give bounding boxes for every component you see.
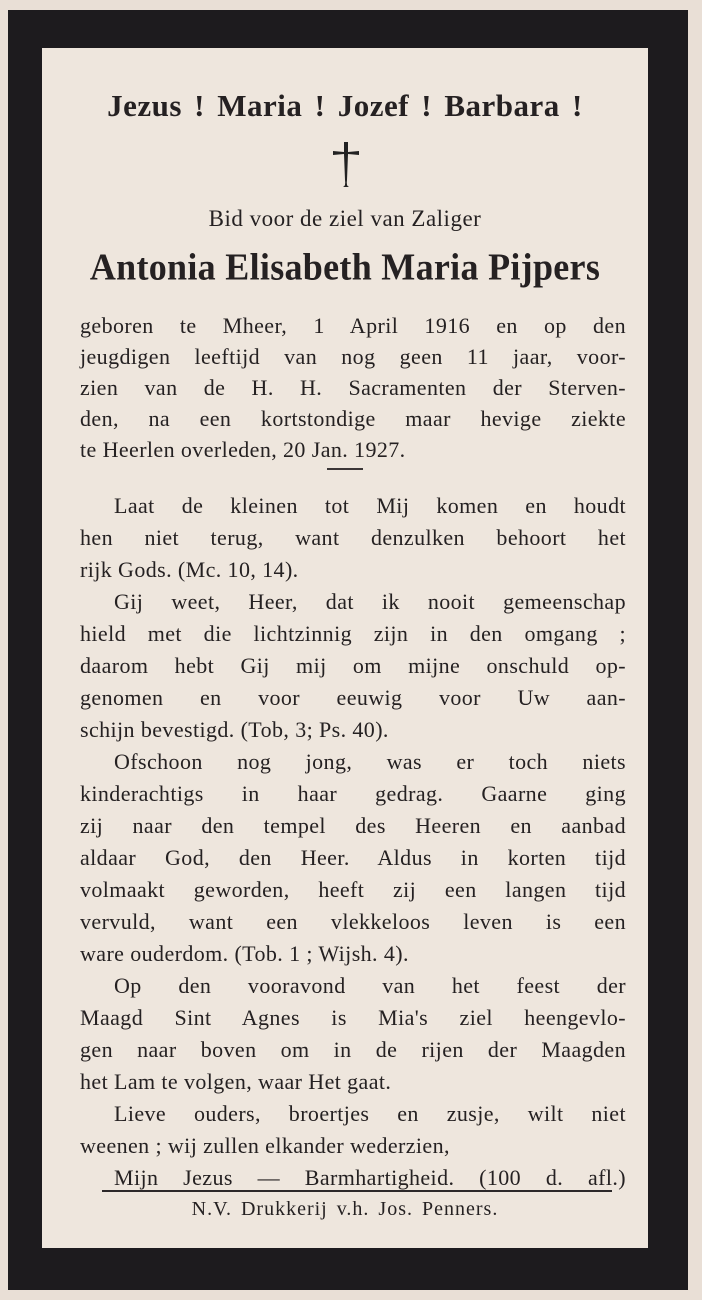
body-line: schijn bevestigd. (Tob, 3; Ps. 40). (80, 717, 389, 742)
body-line: het Lam te volgen, waar Het gaat. (80, 1069, 392, 1094)
body-line: Gij weet, Heer, dat ik nooit gemeenschap (114, 589, 626, 614)
body-line: Lieve ouders, broertjes en zusje, wilt niet (114, 1101, 626, 1126)
body-line: Op den vooravond van het feest der (114, 973, 626, 998)
bio-line: zien van de H. H. Sacramenten der Sterven- (80, 375, 626, 400)
invocation-header: Jezus ! Maria ! Jozef ! Barbara ! (107, 88, 583, 123)
body-line: ware ouderdom. (Tob. 1 ; Wijsh. 4). (80, 941, 409, 966)
body-line: hield met die lichtzinnig zijn in den omgang ; (80, 621, 626, 646)
body-line: aldaar God, den Heer. Aldus in korten tijd (80, 845, 626, 870)
body-line: Laat de kleinen tot Mij komen en houdt (114, 493, 626, 518)
body-line: vervuld, want een vlekkeloos leven is een (80, 909, 626, 934)
prayer-intro: Bid voor de ziel van Zaliger (208, 206, 482, 231)
body-line: hen niet terug, want denzulken behoort het (80, 525, 626, 550)
deceased-name: Antonia Elisabeth Maria Pijpers (89, 246, 601, 288)
section-divider (327, 468, 363, 470)
body-line: weenen ; wij zullen elkander wederzien, (80, 1133, 450, 1158)
body-line: daarom hebt Gij mij om mijne onschuld op- (80, 653, 626, 678)
body-line: volmaakt geworden, heeft zij een langen tijd (80, 877, 626, 902)
bio-line: den, na een kortstondige maar hevige ziekte (80, 406, 626, 431)
body-line: gen naar boven om in de rijen der Maagden (80, 1037, 626, 1062)
bio-line: te Heerlen overleden, 20 Jan. 1927. (80, 437, 406, 462)
card-content (42, 48, 648, 1248)
indulgence-line: Mijn Jezus — Barmhartigheid. (100 d. afl.) (114, 1165, 626, 1190)
body-line: kinderachtigs in haar gedrag. Gaarne ging (80, 781, 626, 806)
bio-line: geboren te Mheer, 1 April 1916 en op den (80, 313, 626, 338)
body-line: zij naar den tempel des Heeren en aanbad (80, 813, 626, 838)
bio-line: jeugdigen leeftijd van nog geen 11 jaar, voor- (80, 344, 626, 369)
body-line: Maagd Sint Agnes is Mia's ziel heengevlo- (80, 1005, 626, 1030)
printer-credit: N.V. Drukkerij v.h. Jos. Penners. (191, 1198, 499, 1220)
body-line: rijk Gods. (Mc. 10, 14). (80, 557, 299, 582)
body-line: Ofschoon nog jong, was er toch niets (114, 749, 626, 774)
footer-divider (102, 1190, 612, 1192)
body-line: genomen en voor eeuwig voor Uw aan- (80, 685, 626, 710)
latin-cross-icon (329, 140, 363, 188)
